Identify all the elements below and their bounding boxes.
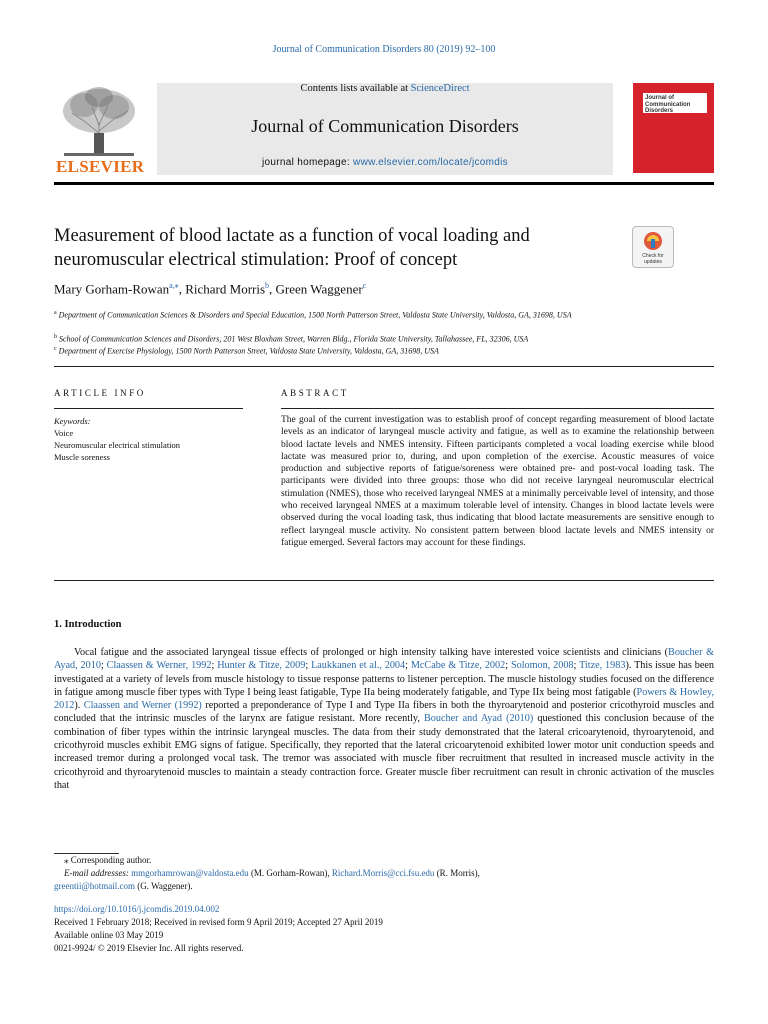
article-info-heading: ARTICLE INFO <box>54 388 146 398</box>
reference-link[interactable]: Boucher & Ayad, 2010 <box>54 647 714 672</box>
reference-link[interactable]: Hunter & Titze, 2009 <box>217 660 306 672</box>
available-online: Available online 03 May 2019 <box>54 930 164 940</box>
journal-homepage <box>157 157 613 168</box>
check-for-updates-button[interactable] <box>632 226 674 268</box>
email-link[interactable]: greentii@hotmail.com <box>54 881 136 891</box>
keyword-item: Neuromuscular electrical stimulation <box>54 440 181 450</box>
email-label: E-mail addresses: <box>64 868 132 878</box>
intro-text: Vocal fatigue and the associated laryngeal tissue effects of prolonged or high intensity talking have interested voice scientists and clinicians ( <box>74 647 669 658</box>
elsevier-wordmark: ELSEVIER <box>56 157 145 176</box>
email-owner: (R. Morris), <box>434 868 480 878</box>
journal-cover-image <box>633 83 714 173</box>
masthead <box>54 83 714 175</box>
journal-banner <box>157 83 613 175</box>
abstract-divider <box>54 580 714 581</box>
affil-text: School of Communication Sciences and Disorders, 201 West Bloxham Street, Warren Bldg., Florida State University, Tallahassee, FL, 32306, USA <box>59 334 529 344</box>
affil-text: Department of Exercise Physiology, 1500 North Patterson Street, Valdosta State University, Valdosta, GA, 31698, USA <box>58 346 439 356</box>
received-dates: Received 1 February 2018; Received in revised form 9 April 2019; Accepted 27 April 2019 <box>54 917 383 927</box>
abstract-text: The goal of the current investigation was to establish proof of concept regarding measurement of blood lactate levels as an indicator of laryngeal muscle activity and fatigue, as well as to examine the relationship between blood lactate levels and NMES intensity. Fifteen participants completed a vocal loading exercise while blood lactate was measured prior to, during, and upon completion of the exercise. Acoustic measures of voice production and subjective reports of fatigue/soreness were obtained pre- and post-vocal loading task. The participants were divided into three groups: those who did not receive laryngeal neuromuscular electrical stimulation (NMES), those who received laryngeal NMES at a minimally perceivable level of intensity, and those who received laryngeal NMES at a maximum tolerable level of intensity. Changes in blood lactate levels were observed during the vocal loading task, thus indicating that blood lactate measurements are sensitive enough to reflect laryngeal muscle activity. No consistent pattern between blood lactate levels and NMES intensity or fatigue emerged. Several factors may account for these findings. <box>281 415 714 548</box>
author-name[interactable]: Green Waggener <box>275 281 363 297</box>
email-owner: (M. Gorham-Rowan), <box>248 868 332 878</box>
affil-sup: c <box>54 346 57 352</box>
contents-prefix: Contents lists available at <box>300 83 411 94</box>
intro-text: questioned this conclusion because of the combination of fiber types within the intrinsic laryngeal muscles. The data from their study demonstrated that the lateral cricoarytenoid, thyroarytenoid, and cricothyroid muscles exhibit EMG signs of fatigue. Specifically, they reported that the lateral cricoarytenoid exhibited lower motor unit conduction speeds and increased tremor during a prolonged vocal task. The tremor was associated with muscle fiber recruitment that resulted in increased muscle activity in the cricothyroid and thyroarytenoid muscles to maintain a steady contraction force. Greater muscle fiber recruitment can result in chronic activation of the muscles that <box>54 713 714 791</box>
homepage-link[interactable]: www.elsevier.com/locate/jcomdis <box>353 157 508 168</box>
elsevier-tree-logo <box>54 83 144 175</box>
reference-link[interactable]: Solomon, 2008 <box>510 660 574 672</box>
article-info-rule <box>54 408 243 409</box>
email-owner: (G. Waggener). <box>135 881 193 891</box>
email-link[interactable]: Richard.Morris@cci.fsu.edu <box>331 868 435 878</box>
affil-text: Department of Communication Sciences & Disorders and Special Education, 1500 North Patterson Street, Valdosta State University, Valdosta, GA, 31698, USA <box>58 310 572 320</box>
author-affil-sup[interactable]: c <box>362 281 367 290</box>
affiliation <box>54 344 654 357</box>
reference-link[interactable]: Laukkanen et al., 2004 <box>311 660 406 672</box>
header-divider <box>54 366 714 367</box>
affiliation <box>54 332 654 345</box>
keywords-label: Keywords: <box>54 416 91 426</box>
author-list: Mary Gorham-Rowan$^{a,⁎}$, Richard Morris$^b$, Green Waggener$^c$ <box>54 281 367 297</box>
keyword-item: Voice <box>54 428 74 438</box>
reference-link[interactable]: Claassen & Werner, 1992 <box>106 660 212 672</box>
author-name[interactable]: Richard Morris <box>185 281 266 297</box>
homepage-prefix: journal homepage: <box>262 157 354 168</box>
check-updates-label: Check for updates <box>642 253 664 265</box>
intro-text: ). <box>74 700 84 712</box>
intro-text: reported a preponderance of Type I and Type IIa fibers in both the thyroarytenoid and posterior cricothyroid muscles and concluded that the intrinsic muscles of the larynx are fatigue resistant. More recently, <box>54 700 714 725</box>
journal-citation-link[interactable]: Journal of Communication Disorders 80 (2019) 92–100 <box>272 44 496 55</box>
introduction-heading: 1. Introduction <box>54 619 122 630</box>
reference-link[interactable]: McCabe & Titze, 2002 <box>410 660 506 672</box>
check-updates-icon <box>633 227 673 253</box>
affiliation <box>54 308 654 321</box>
abstract-heading: ABSTRACT <box>281 388 349 398</box>
author-name[interactable]: Mary Gorham-Rowan <box>54 281 170 297</box>
reference-link[interactable]: Claassen and Werner (1992) <box>83 700 202 712</box>
reference-link[interactable]: Powers & Howley, 2012 <box>54 686 714 712</box>
masthead-rule <box>54 182 714 185</box>
email-addresses-cont <box>54 880 674 893</box>
keyword-item: Muscle soreness <box>54 452 110 462</box>
contents-available <box>157 83 613 94</box>
email-addresses <box>64 867 684 880</box>
reference-link[interactable]: Boucher and Ayad (2010) <box>424 713 534 725</box>
intro-text: ). This issue has been investigated at a variety of levels from muscle histology to tissue response patterns to listener perception. The muscle histology studies focused on the difference in fatigue among muscle fiber types with Type I being least fatigable, Type IIa being moderately fatigable, and Type IIx being most fatigable ( <box>54 660 714 698</box>
cover-title: Journal of Communication Disorders <box>643 93 707 113</box>
affil-sup: b <box>54 334 57 340</box>
copyright: 0021-9924/ © 2019 Elsevier Inc. All rights reserved. <box>54 943 244 953</box>
reference-link[interactable]: Titze, 1983 <box>579 660 626 672</box>
corresponding-author-note: ⁎ Corresponding author. <box>64 855 152 865</box>
introduction-paragraph: Vocal fatigue and the associated laryngeal tissue effects of prolonged or high intensity talking have interested voice scientists and clinicians (Boucher & Ayad, 2010; Claassen & Werner, 1992; Hunter & Titze, 2009; Laukkanen et al., 2004; McCabe & Titze, 2002; Solomon, 2008; Titze, 1983). This issue has been investigated at a variety of levels from muscle histology to tissue response patterns to listener perception. The muscle histology studies focused on the difference in fatigue among muscle fiber types with Type I being least fatigable, Type IIa being moderately fatigable, and Type IIx being most fatigable (Powers & Howley, 2012). Claassen and Werner (1992) reported a preponderance of Type I and Type IIa fibers in both the thyroarytenoid and posterior cricothyroid muscles and concluded that the intrinsic muscles of the larynx are fatigue resistant. More recently, Boucher and Ayad (2010) questioned this conclusion because of the combination of fiber types within the intrinsic laryngeal muscles. The data from their study demonstrated that the lateral cricoarytenoid, thyroarytenoid, and cricothyroid muscles exhibit EMG signs of fatigue. Specifically, they reported that the lateral cricoarytenoid exhibited lower motor unit conduction speeds and increased tremor during a prolonged vocal task. The tremor was associated with muscle fiber recruitment that resulted in increased muscle activity in the cricothyroid and thyroarytenoid muscles to maintain a steady contraction force. Greater muscle fiber recruitment can result in chronic activation of the muscles that <box>54 647 714 791</box>
abstract-rule <box>281 408 714 409</box>
email-link[interactable]: mmgorhamrowan@valdosta.edu <box>131 868 249 878</box>
doi-link[interactable]: https://doi.org/10.1016/j.jcomdis.2019.04.002 <box>54 904 220 914</box>
sciencedirect-link[interactable]: ScienceDirect <box>410 83 470 94</box>
author-affil-sup[interactable]: a,⁎ <box>169 281 179 290</box>
journal-title: Journal of Communication Disorders <box>251 116 519 136</box>
affil-sup: a <box>54 310 57 316</box>
article-title: Measurement of blood lactate as a function of vocal loading and neuromuscular electrical stimulation: Proof of concept <box>54 226 530 270</box>
author-affil-sup[interactable]: b <box>265 281 270 290</box>
